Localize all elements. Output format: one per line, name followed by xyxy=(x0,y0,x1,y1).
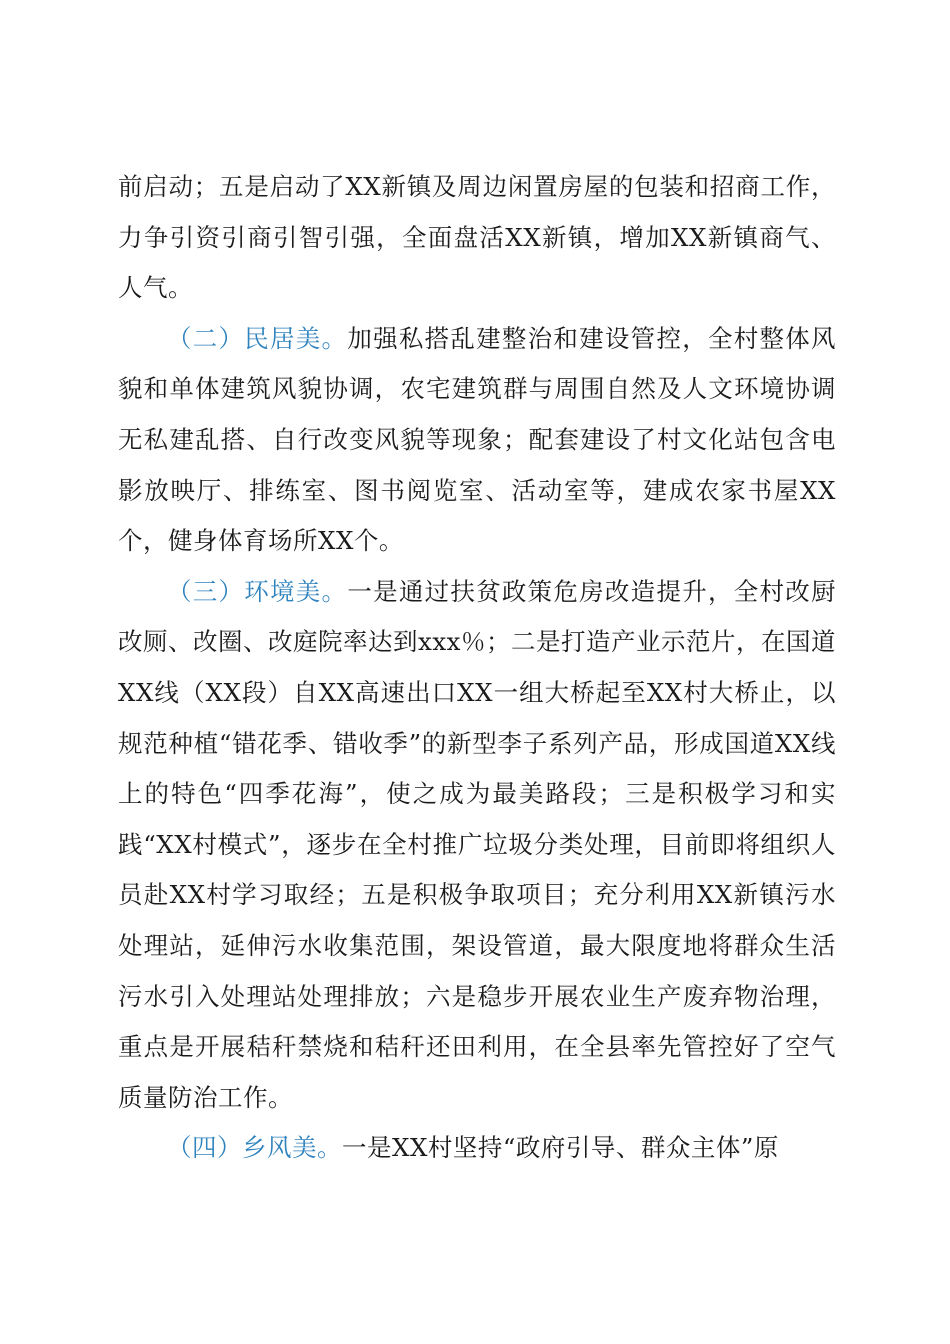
paragraph-text: 一是通过扶贫政策危房改造提升，全村改厨改厕、改圈、改庭院率达到xxx％；二是打造产业示范片，在国道XX线（XX段）自XX高速出口XX一组大桥起至XX村大桥止，以规范种植“错花季、错收季”的新型李子系列产品，形成国道XX线上的特色“四季花海”，使之成为最美路段；三是积极学习和实践“XX村模式”，逐步在全村推广垃圾分类处理，目前即将组织人员赴XX村学习取经；五是积极争取项目；充分利用XX新镇污水处理站，延伸污水收集范围，架设管道，最大限度地将群众生活污水引入处理站处理排放；六是稳步开展农业生产废弃物治理，重点是开展秸秆禁烧和秸秆还田利用，在全县率先管控好了空气质量防治工作。 xyxy=(118,576,837,1112)
paragraph-text: 一是XX村坚持“政府引导、群众主体”原 xyxy=(342,1133,779,1163)
paragraph-continuation xyxy=(118,162,836,314)
section-heading: （三）环境美。 xyxy=(167,576,348,606)
paragraph-text: 前启动；五是启动了XX新镇及周边闲置房屋的包装和招商工作，力争引资引商引智引强，全面盘活XX新镇，增加XX新镇商气、人气。 xyxy=(118,172,836,303)
paragraph-section-2 xyxy=(118,314,836,567)
paragraph-section-3 xyxy=(118,567,836,1124)
section-heading: （二）民居美。 xyxy=(167,323,348,353)
paragraph-section-4 xyxy=(118,1123,836,1174)
section-heading: （四）乡风美。 xyxy=(167,1133,342,1163)
document-body xyxy=(118,162,836,1174)
paragraph-text: 加强私搭乱建整治和建设管控，全村整体风貌和单体建筑风貌协调，农宅建筑群与周围自然及人文环境协调无私建乱搭、自行改变风貌等现象；配套建设了村文化站包含电影放映厅、排练室、图书阅览室、活动室等，建成农家书屋XX个，健身体育场所XX个。 xyxy=(118,323,837,556)
